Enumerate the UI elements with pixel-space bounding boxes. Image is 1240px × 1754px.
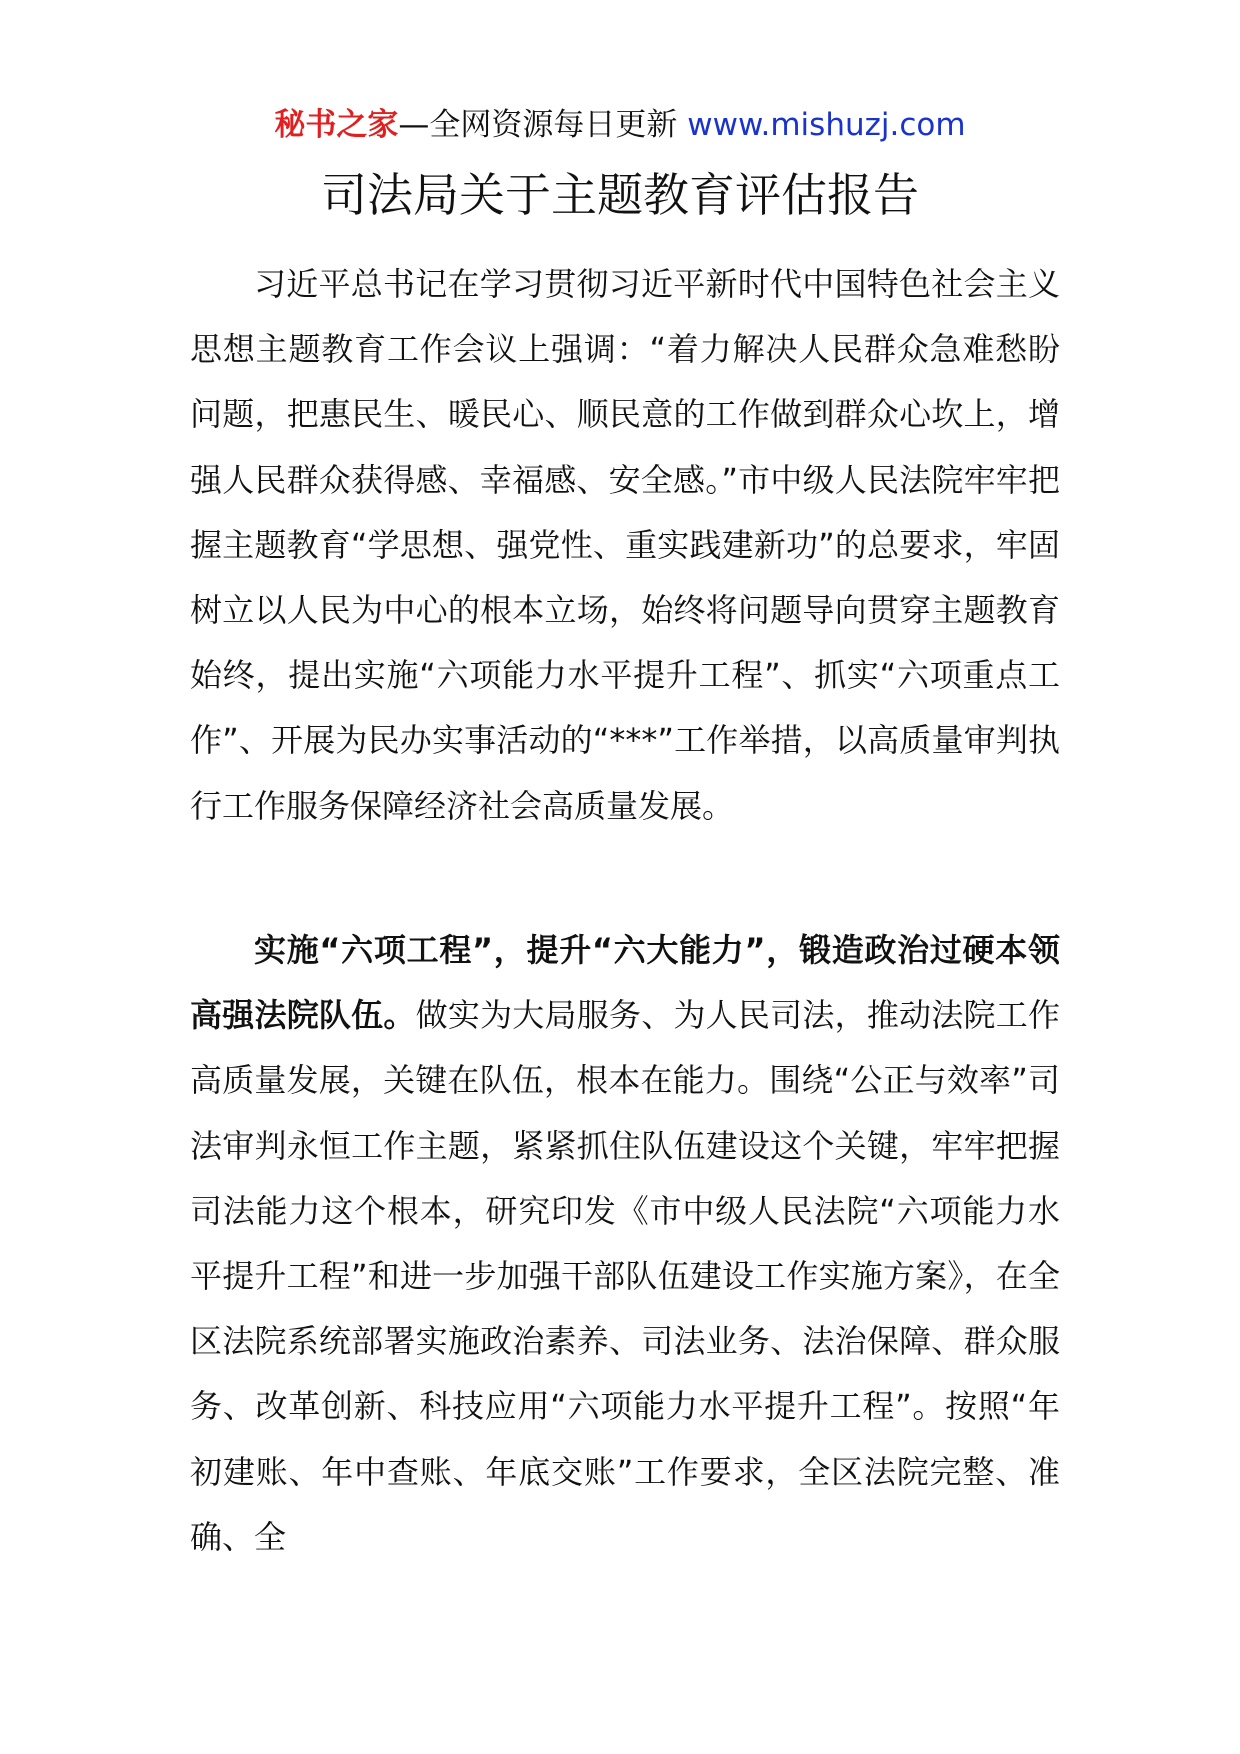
site-url: www.mishuzj.com (687, 107, 966, 143)
brand-name: 秘书之家 (274, 107, 399, 143)
body-paragraph (190, 252, 1060, 839)
document-title: 司法局关于主题教育评估报告 (321, 168, 919, 222)
paragraph-text: 习近平总书记在学习贯彻习近平新时代中国特色社会主义思想主题教育工作会议上强调：“着力解决人民群众急难愁盼问题，把惠民生、暖民心、顺民意的工作做到群众心坎上，增强人民群众获得感、幸福感、安全感。”市中级人民法院牢牢把握主题教育“学思想、强党性、重实践建新功”的总要求，牢固树立以人民为中心的根本立场，始终将问题导向贯穿主题教育始终，提出实施“六项能力水平提升工程”、抓实“六项重点工作”、开展为民办实事活动的“***”工作举措，以高质量审判执行工作服务保障经济社会高质量发展。 (190, 265, 1060, 825)
paragraph-text: 做实为大局服务、为人民司法，推动法院工作高质量发展，关键在队伍，根本在能力。围绕“公正与效率”司法审判永恒工作主题，紧紧抓住队伍建设这个关键，牢牢把握司法能力这个根本，研究印发《市中级人民法院“六项能力水平提升工程”和进一步加强干部队伍建设工作实施方案》，在全区法院系统部署实施政治素养、司法业务、法治保障、群众服务、改革创新、科技应用“六项能力水平提升工程”。按照“年初建账、年中查账、年底交账”工作要求，全区法院完整、准确、全 (190, 996, 1060, 1556)
header-slogan: —全网资源每日更新 (398, 107, 688, 143)
site-header (0, 98, 1240, 152)
body-paragraph (190, 918, 1060, 1570)
paragraph-lead: 实施“六项工程”，提升“六大能力”，锻造政治过硬本领高强法院队伍。 (190, 931, 1060, 1035)
